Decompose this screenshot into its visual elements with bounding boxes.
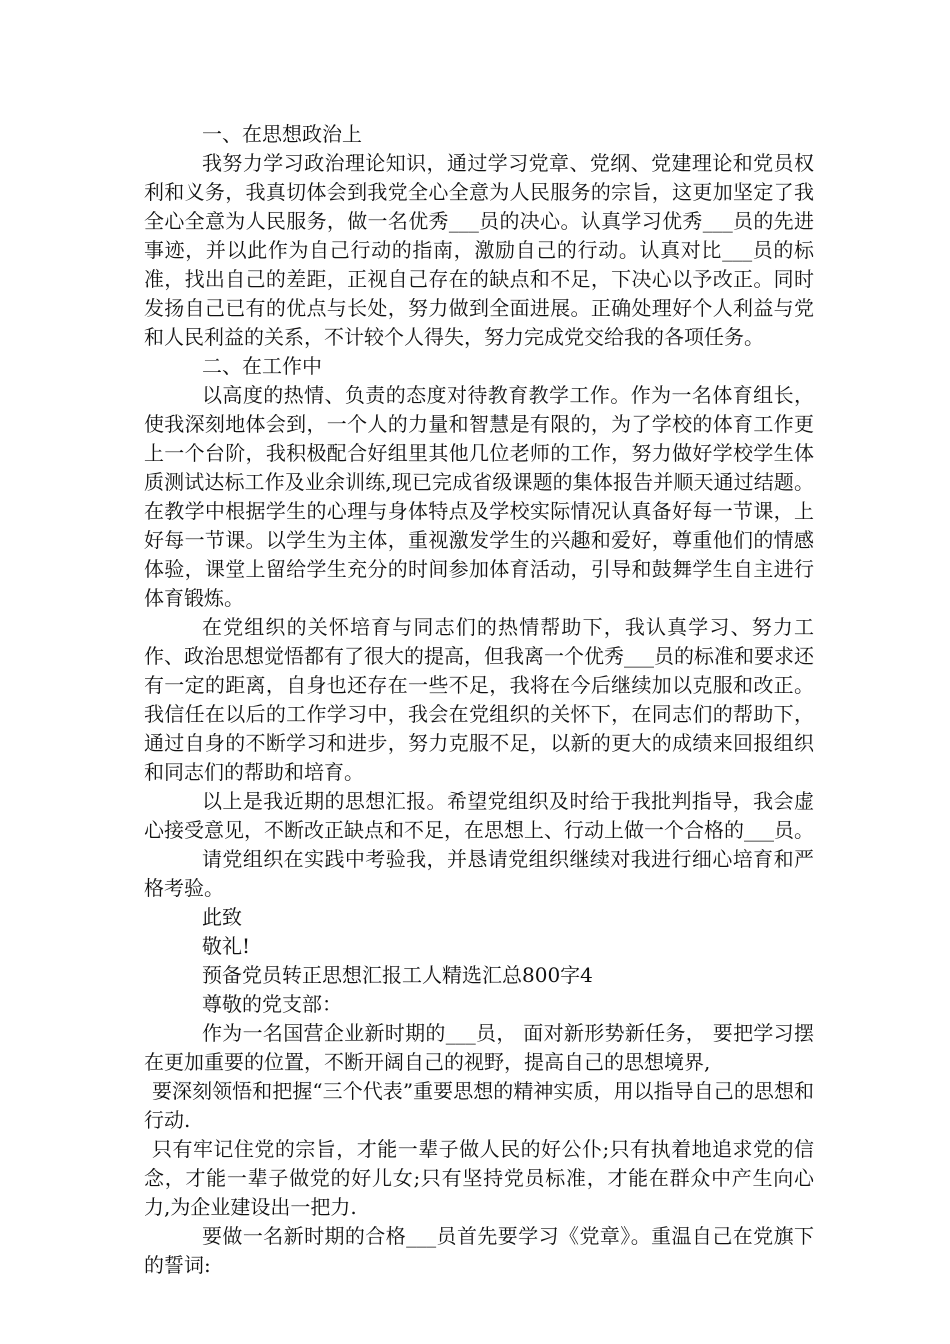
closing-line: 此致 (202, 905, 242, 929)
article-title: 预备党员转正思想汇报工人精选汇总800字4 (202, 963, 593, 987)
paragraph: 作为一名国营企业新时期的___员， 面对新形势新任务， 要把学习摆在更加重要的位置，不断开阔自己的视野，提高自己的思想境界, (144, 1021, 814, 1074)
section-heading: 二、在工作中 (202, 354, 322, 378)
document-body (144, 120, 814, 1280)
paragraph: 我努力学习政治理论知识，通过学习党章、党纲、党建理论和党员权利和义务，我真切体会到我党全心全意为人民服务的宗旨，这更加坚定了我全心全意为人民服务，做一名优秀___员的决心。认真学习优秀___员的先进事迹，并以此作为自己行动的指南，激励自己的行动。认真对比___员的标准，找出自己的差距，正视自己存在的缺点和不足，下决心以予改正。同时发扬自己已有的优点与长处，努力做到全面进展。正确处理好个人利益与党和人民利益的关系，不计较个人得失，努力完成党交给我的各项任务。 (144, 151, 814, 349)
paragraph: 只有牢记住党的宗旨，才能一辈子做人民的好公仆;只有执着地追求党的信念，才能一辈子做党的好儿女;只有坚持党员标准，才能在群众中产生向心力,为企业建设出一把力. (144, 1137, 814, 1219)
paragraph: 以高度的热情、负责的态度对待教育教学工作。作为一名体育组长，使我深刻地体会到，一个人的力量和智慧是有限的，为了学校的体育工作更上一个台阶，我积极配合好组里其他几位老师的工作，努力做好学校学生体质测试达标工作及业余训练,现已完成省级课题的集体报告并顺天通过结题。在教学中根据学生的心理与身体特点及学校实际情况认真备好每一节课，上好每一节课。以学生为主体，重视激发学生的兴趣和爱好，尊重他们的情感体验，课堂上留给学生充分的时间参加体育活动，引导和鼓舞学生自主进行体育锻炼。 (144, 383, 814, 610)
paragraph: 请党组织在实践中考验我，并恳请党组织继续对我进行细心培育和严格考验。 (144, 847, 814, 900)
paragraph: 以上是我近期的思想汇报。希望党组织及时给于我批判指导，我会虚心接受意见，不断改正缺点和不足，在思想上、行动上做一个合格的___员。 (144, 789, 814, 842)
paragraph: 要深刻领悟和把握“三个代表”重要思想的精神实质，用以指导自己的思想和行动. (144, 1079, 814, 1132)
closing-salute: 敬礼! (202, 934, 251, 958)
paragraph: 要做一名新时期的合格___员首先要学习《党章》。重温自己在党旗下的誓词: (144, 1224, 814, 1277)
salutation: 尊敬的党支部： (202, 992, 342, 1016)
section-heading: 一、在思想政治上 (202, 122, 362, 146)
paragraph: 在党组织的关怀培育与同志们的热情帮助下，我认真学习、努力工作、政治思想觉悟都有了很大的提高，但我离一个优秀___员的标准和要求还有一定的距离，自身也还存在一些不足，我将在今后继续加以克服和改正。我信任在以后的工作学习中，我会在党组织的关怀下，在同志们的帮助下，通过自身的不断学习和进步，努力克服不足，以新的更大的成绩来回报组织和同志们的帮助和培育。 (144, 615, 814, 784)
